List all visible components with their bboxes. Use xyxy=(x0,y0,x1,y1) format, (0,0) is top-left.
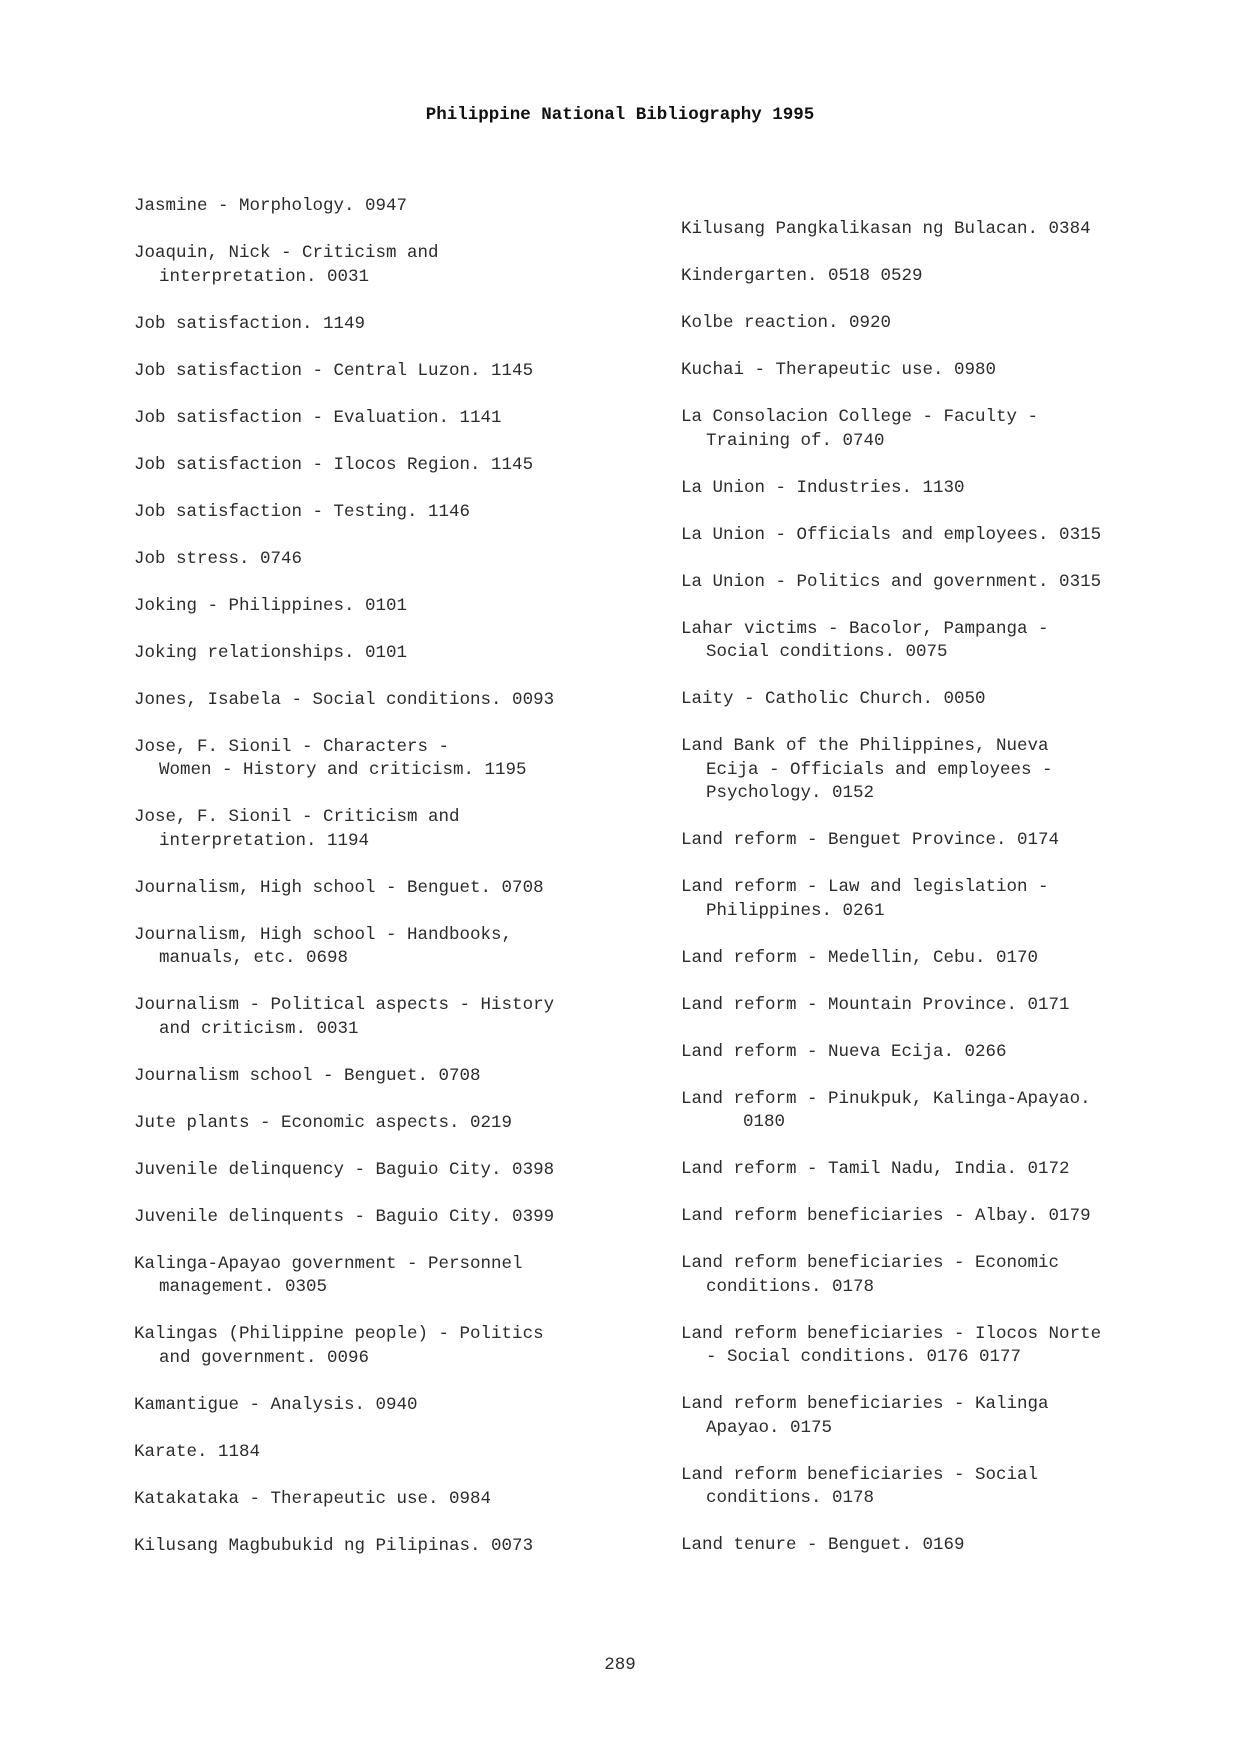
index-entry-continuation: Training of. 0740 xyxy=(706,430,885,451)
index-entry-heading: Job stress. 0746 xyxy=(134,548,303,569)
index-entry-heading: Jones, Isabela - Social conditions. 0093 xyxy=(134,689,555,710)
index-entry xyxy=(681,1205,1221,1229)
index-entry xyxy=(681,829,1221,853)
index-entry-continuation: interpretation. 1194 xyxy=(159,830,370,851)
index-entry xyxy=(681,1464,1221,1511)
index-entry xyxy=(681,1323,1221,1370)
index-entry-continuation: Women - History and criticism. 1195 xyxy=(159,760,527,780)
index-entry-continuation: - Social conditions. 0176 0177 xyxy=(706,1347,1022,1367)
index-entry xyxy=(134,877,654,901)
index-entry xyxy=(134,736,654,783)
index-entry-heading: Land reform - Tamil Nadu, India. 0172 xyxy=(681,1159,1070,1179)
index-entry-heading: Journalism, High school - Benguet. 0708 xyxy=(134,877,544,898)
index-entry xyxy=(134,195,654,219)
index-entry xyxy=(134,1065,654,1089)
index-entry xyxy=(681,1252,1221,1299)
index-entry-heading: Jose, F. Sionil - Criticism and xyxy=(134,807,460,827)
index-entry-heading: Land reform beneficiaries - Ilocos Norte xyxy=(681,1323,1102,1344)
index-entry xyxy=(134,1441,654,1465)
index-entry-heading: Land reform - Pinukpuk, Kalinga-Apayao. xyxy=(681,1088,1091,1109)
index-entry xyxy=(134,994,654,1041)
index-entry xyxy=(681,571,1221,595)
index-entry-heading: Kalinga-Apayao government - Personnel xyxy=(134,1253,523,1274)
index-entry-heading: Katakataka - Therapeutic use. 0984 xyxy=(134,1488,492,1509)
index-entry xyxy=(681,1534,1221,1558)
index-entry-heading: Kindergarten. 0518 0529 xyxy=(681,266,923,286)
index-entry xyxy=(681,359,1221,383)
index-entry-heading: Kuchai - Therapeutic use. 0980 xyxy=(681,360,997,380)
index-entry-heading: Land reform - Nueva Ecija. 0266 xyxy=(681,1041,1007,1062)
page-number: 289 xyxy=(604,1655,636,1675)
index-entry-heading: Kamantigue - Analysis. 0940 xyxy=(134,1394,418,1415)
index-entry-heading: Kilusang Pangkalikasan ng Bulacan. 0384 xyxy=(681,219,1091,239)
index-entry xyxy=(681,947,1221,971)
index-entry-heading: Jose, F. Sionil - Characters - xyxy=(134,736,450,757)
index-entry xyxy=(134,924,654,971)
index-entry-continuation: 0180 xyxy=(743,1112,786,1132)
index-entry-heading: La Consolacion College - Faculty - xyxy=(681,407,1039,427)
index-entry-heading: Lahar victims - Bacolor, Pampanga - xyxy=(681,618,1049,639)
index-entry-heading: Job satisfaction. 1149 xyxy=(134,313,366,334)
index-entry-heading: Journalism - Political aspects - History xyxy=(134,995,555,1015)
index-entry xyxy=(681,265,1221,289)
index-entry-heading: Karate. 1184 xyxy=(134,1441,261,1462)
index-entry-heading: Job satisfaction - Evaluation. 1141 xyxy=(134,407,502,428)
index-entry xyxy=(134,454,654,478)
index-entry-heading: Job satisfaction - Central Luzon. 1145 xyxy=(134,360,534,381)
index-entry xyxy=(681,688,1221,712)
index-entry-heading: Land reform beneficiaries - Economic xyxy=(681,1253,1060,1273)
index-entry-heading: Land reform beneficiaries - Albay. 0179 xyxy=(681,1206,1091,1226)
index-entry-continuation: interpretation. 0031 xyxy=(159,266,370,287)
index-entry-heading: Journalism, High school - Handbooks, xyxy=(134,924,513,945)
index-entry xyxy=(134,1159,654,1183)
index-entry xyxy=(134,1253,654,1300)
index-entry-continuation: and government. 0096 xyxy=(159,1347,370,1368)
index-entry-heading: Jute plants - Economic aspects. 0219 xyxy=(134,1112,513,1133)
index-entry-continuation: Social conditions. 0075 xyxy=(706,642,948,662)
index-entry-heading: Joking - Philippines. 0101 xyxy=(134,595,408,616)
index-entry-continuation: Apayao. 0175 xyxy=(706,1417,833,1438)
index-entry-continuation: Psychology. 0152 xyxy=(706,783,875,803)
index-entry xyxy=(681,994,1221,1018)
index-entry-heading: Kalingas (Philippine people) - Politics xyxy=(134,1324,544,1344)
index-entry xyxy=(134,1535,654,1559)
index-column-left xyxy=(134,195,654,1582)
index-entry xyxy=(681,477,1221,501)
index-entry-heading: Land tenure - Benguet. 0169 xyxy=(681,1535,965,1555)
index-column-right xyxy=(681,218,1221,1581)
index-entry xyxy=(134,501,654,525)
index-entry-continuation: conditions. 0178 xyxy=(706,1276,875,1297)
index-entry xyxy=(134,1206,654,1230)
index-entry-continuation: manuals, etc. 0698 xyxy=(159,948,349,968)
index-entry xyxy=(134,1323,654,1370)
index-entry xyxy=(681,406,1221,453)
index-entry xyxy=(134,806,654,853)
index-entry-heading: Jasmine - Morphology. 0947 xyxy=(134,196,408,216)
index-entry-heading: Land reform - Mountain Province. 0171 xyxy=(681,994,1070,1015)
index-entry-heading: Joaquin, Nick - Criticism and xyxy=(134,243,439,263)
index-entry-heading: Laity - Catholic Church. 0050 xyxy=(681,689,986,709)
index-entry xyxy=(681,1393,1221,1440)
index-entry xyxy=(681,735,1221,806)
index-entry-heading: Job satisfaction - Testing. 1146 xyxy=(134,501,471,522)
page-title: Philippine National Bibliography 1995 xyxy=(425,105,815,125)
index-entry xyxy=(134,1488,654,1512)
index-entry-continuation: management. 0305 xyxy=(159,1277,328,1297)
index-entry-heading: La Union - Politics and government. 0315 xyxy=(681,571,1102,592)
index-entry xyxy=(681,876,1221,923)
index-entry-heading: Land Bank of the Philippines, Nueva xyxy=(681,736,1049,756)
index-entry xyxy=(134,689,654,713)
index-entry-heading: La Union - Officials and employees. 0315 xyxy=(681,524,1102,545)
index-entry xyxy=(681,312,1221,336)
index-entry-continuation: Ecija - Officials and employees - xyxy=(706,759,1053,780)
index-entry-continuation: Philippines. 0261 xyxy=(706,900,885,921)
index-entry xyxy=(681,1088,1221,1135)
index-entry xyxy=(681,524,1221,548)
index-entry-heading: Journalism school - Benguet. 0708 xyxy=(134,1065,481,1086)
index-entry-heading: Land reform - Medellin, Cebu. 0170 xyxy=(681,947,1039,968)
index-entry xyxy=(681,618,1221,665)
index-entry-heading: La Union - Industries. 1130 xyxy=(681,477,965,498)
index-entry xyxy=(134,313,654,337)
index-entry-heading: Juvenile delinquents - Baguio City. 0399 xyxy=(134,1206,555,1227)
index-entry-heading: Land reform beneficiaries - Kalinga xyxy=(681,1394,1049,1414)
index-entry-heading: Land reform beneficiaries - Social xyxy=(681,1464,1039,1485)
index-entry xyxy=(134,595,654,619)
index-entry xyxy=(134,360,654,384)
index-entry-continuation: conditions. 0178 xyxy=(706,1488,875,1508)
index-entry-heading: Land reform - Benguet Province. 0174 xyxy=(681,830,1060,850)
index-entry-heading: Kilusang Magbubukid ng Pilipinas. 0073 xyxy=(134,1535,534,1556)
index-entry xyxy=(134,548,654,572)
index-entry xyxy=(134,242,654,289)
index-entry-heading: Joking relationships. 0101 xyxy=(134,642,408,663)
index-entry xyxy=(134,1394,654,1418)
index-entry xyxy=(134,1112,654,1136)
index-entry xyxy=(681,218,1221,242)
index-entry-heading: Kolbe reaction. 0920 xyxy=(681,313,892,333)
index-entry xyxy=(134,407,654,431)
index-entry xyxy=(681,1158,1221,1182)
index-entry xyxy=(681,1041,1221,1065)
index-entry-continuation: and criticism. 0031 xyxy=(159,1018,359,1039)
index-entry-heading: Job satisfaction - Ilocos Region. 1145 xyxy=(134,454,534,475)
index-entry-heading: Land reform - Law and legislation - xyxy=(681,877,1049,897)
index-entry-heading: Juvenile delinquency - Baguio City. 0398 xyxy=(134,1159,555,1180)
index-entry xyxy=(134,642,654,666)
